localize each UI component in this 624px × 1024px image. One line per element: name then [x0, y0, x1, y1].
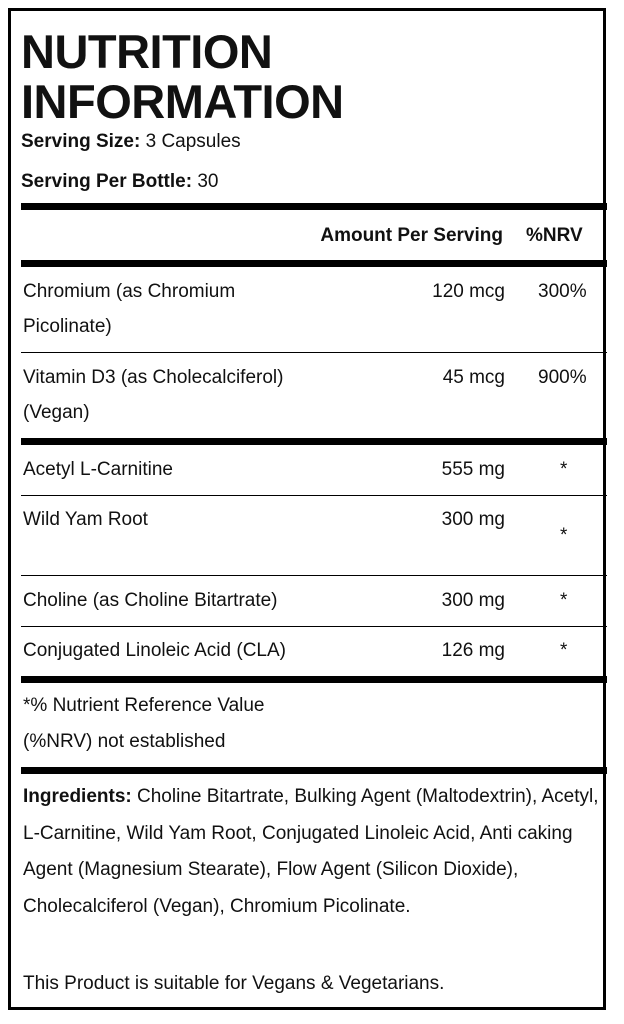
- title-line-2: INFORMATION: [21, 75, 344, 128]
- header-amount: Amount Per Serving: [320, 225, 503, 246]
- divider-thin: [21, 352, 607, 353]
- nutrient-amount: 300 mg: [441, 590, 505, 611]
- nutrient-amount: 555 mg: [441, 459, 505, 480]
- serving-per-bottle-label: Serving Per Bottle:: [21, 171, 193, 192]
- footnote-line: *% Nutrient Reference Value: [23, 695, 265, 716]
- nutrient-name-line: Picolinate): [23, 316, 112, 337]
- nutrient-amount: 45 mcg: [442, 367, 505, 388]
- label-title: [21, 27, 344, 127]
- serving-size-label: Serving Size:: [21, 131, 141, 152]
- divider-thick: [21, 767, 607, 774]
- nutrient-nrv: *: [560, 640, 568, 661]
- nutrient-name-line: Vitamin D3 (as Cholecalciferol): [23, 367, 284, 388]
- nrv-footnote: [23, 688, 423, 760]
- nutrient-name: [23, 274, 353, 344]
- ingredients-label: Ingredients:: [23, 786, 132, 807]
- divider-thick: [21, 438, 607, 445]
- divider-thick: [21, 676, 607, 683]
- nutrient-name-line: (Vegan): [23, 402, 90, 423]
- nutrient-nrv: *: [560, 459, 568, 480]
- title-line-1: NUTRITION: [21, 25, 273, 78]
- serving-size: [21, 131, 241, 153]
- serving-per-bottle-value: 30: [197, 171, 219, 192]
- header-nrv: %NRV: [526, 225, 583, 246]
- divider-thin: [21, 495, 607, 496]
- divider-thin: [21, 626, 607, 627]
- nutrition-label: [8, 8, 606, 1010]
- divider-thin: [21, 575, 607, 576]
- nutrient-name: [23, 360, 353, 430]
- serving-per-bottle: [21, 171, 218, 193]
- nutrient-amount: 126 mg: [441, 640, 505, 661]
- nutrient-name-line: Chromium (as Chromium: [23, 281, 236, 302]
- ingredients: [23, 779, 603, 925]
- nutrient-amount: 120 mcg: [432, 281, 505, 302]
- nutrient-nrv: *: [560, 525, 568, 546]
- nutrient-nrv: 900%: [538, 367, 587, 388]
- nutrient-name: Choline (as Choline Bitartrate): [23, 590, 278, 611]
- serving-size-value: 3 Capsules: [145, 131, 241, 152]
- suitability-note: This Product is suitable for Vegans & Vegetarians.: [23, 973, 445, 994]
- nutrient-name: Acetyl L-Carnitine: [23, 459, 173, 480]
- nutrient-name: Wild Yam Root: [23, 509, 148, 530]
- divider-thick: [21, 260, 607, 267]
- divider-thick: [21, 203, 607, 210]
- ingredients-text: Choline Bitartrate, Bulking Agent (Maltodextrin), Acetyl, L-Carnitine, Wild Yam Root, Conjugated Linoleic Acid, Anti caking Agent (Magnesium Stearate), Flow Agent (Silicon Dioxide), Cholecalciferol (Vegan), Chromium Picolinate.: [23, 786, 599, 917]
- nutrient-nrv: 300%: [538, 281, 587, 302]
- nutrient-amount: 300 mg: [441, 509, 505, 530]
- nutrient-nrv: *: [560, 590, 568, 611]
- nutrient-name: Conjugated Linoleic Acid (CLA): [23, 640, 286, 661]
- footnote-line: (%NRV) not established: [23, 731, 226, 752]
